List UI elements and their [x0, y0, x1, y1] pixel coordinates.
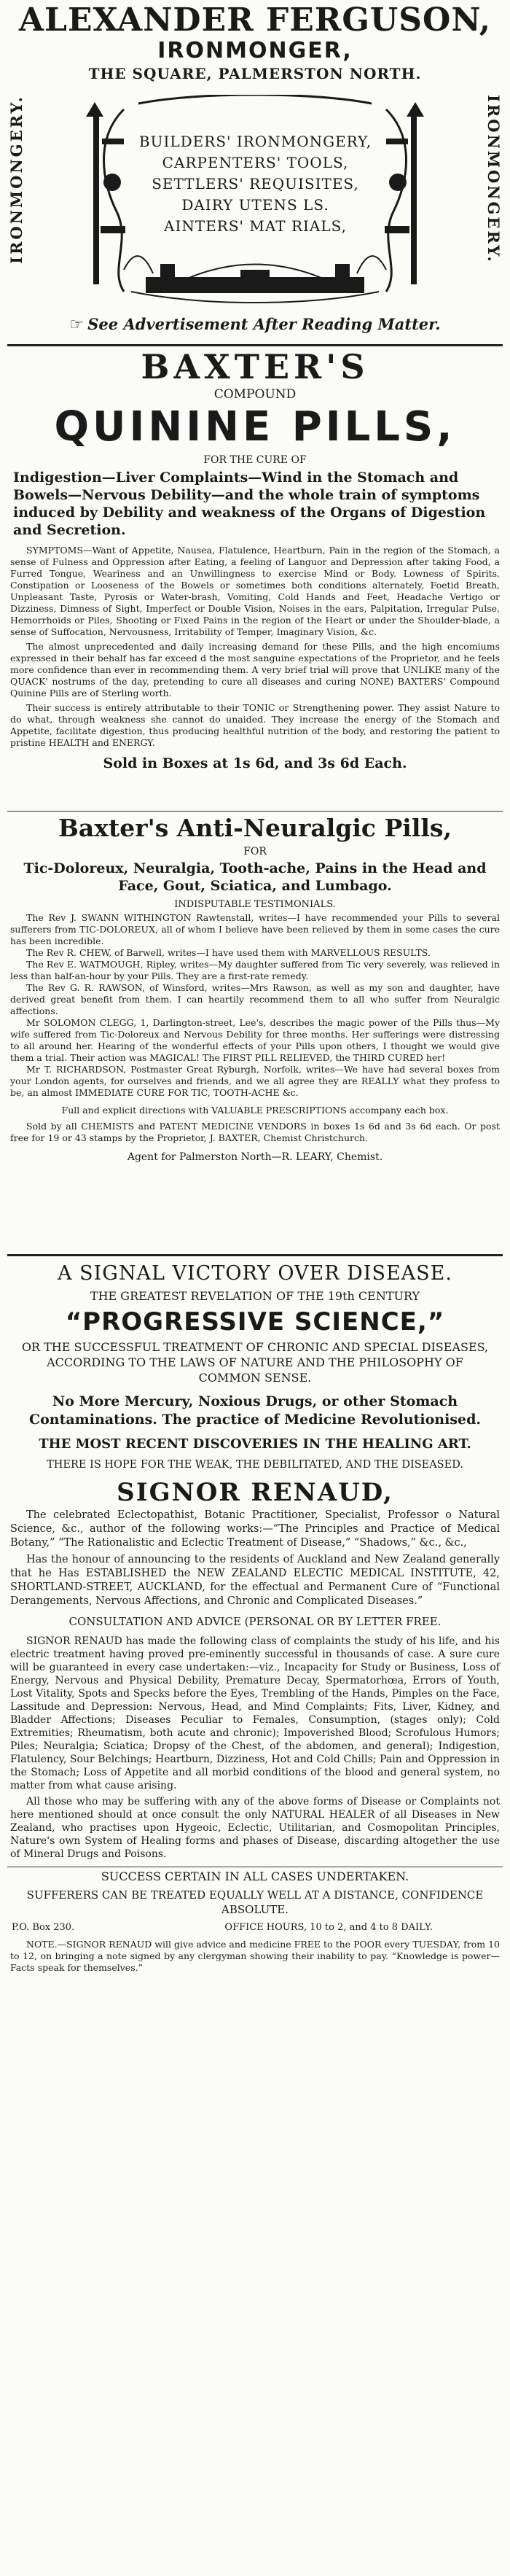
- signor-renaud-title: SIGNOR RENAUD,: [117, 1478, 393, 1507]
- ferguson-ad: [0, 0, 510, 343]
- most-recent-discoveries: THE MOST RECENT DISCOVERIES IN THE HEALING ART.: [39, 1436, 471, 1452]
- greatest-revelation: THE GREATEST REVELATION OF THE 19th CENTURY: [90, 1289, 420, 1303]
- testimonials-heading: INDISPUTABLE TESTIMONIALS.: [174, 899, 336, 910]
- testimonial: The Rev R. CHEW, of Barwell, writes—I have used them with MARVELLOUS RESULTS.: [26, 947, 431, 958]
- side-label-left: IRONMONGERY.: [7, 95, 26, 264]
- po-box: P.O. Box 230.: [12, 1922, 75, 1933]
- successful-treatment: OR THE SUCCESSFUL TREATMENT OF CHRONIC AND SPECIAL DISEASES, ACCORDING TO THE LAWS OF NATURE AND THE PHILOSOPHY OF COMMON SENSE.: [21, 1340, 489, 1385]
- tonic-paragraph: Their success is entirely attributable to their TONIC or Strengthening power. They assist Nature to do what, through weakness she cannot do unaided. They increase the energy of the Stomach and Appetite, facilitate digestion, thus producing healthful nutrition of the body, and restoring the patient to pristine HEALTH and ENERGY.: [10, 702, 500, 748]
- for-cure-label: FOR THE CURE OF: [203, 454, 307, 466]
- sold-in-boxes: Sold in Boxes at 1s 6d, and 3s 6d Each.: [103, 755, 407, 771]
- renaud-credentials: The celebrated Eclectopathist, Botanic Practitioner, Specialist, Professor o Natural Science, &c., author of the following works:—“The Principles and Practice of Medical Botany,” “The Rationalistic and Eclectic Treatment of Disease,” “Shadows,” &c., &c.,: [10, 1509, 500, 1549]
- sufferers-distance: SUFFERERS CAN BE TREATED EQUALLY WELL AT A DISTANCE, CONFIDENCE ABSOLUTE.: [26, 1888, 484, 1916]
- sold-by-note: Sold by all CHEMISTS and PATENT MEDICINE VENDORS in boxes 1s 6d and 3s 6d each. Or post free for 19 or 43 stamps by the Proprietor, J. BAXTER, Chemist Christchurch.: [10, 1121, 500, 1143]
- demand-paragraph: The almost unprecedented and daily increasing demand for these Pills, and the high encomiums expressed in their behalf has far exceed d the most sanguine expectations of the Proprietor, and he feels more confidence than ever in recommending them. A very brief trial will prove that UNLIKE many of the QUACK' nostrums of the day, pretending to cure all diseases and curing NONE) BAXTERS' Compound Quinine Pills are of Sterling worth.: [10, 641, 500, 699]
- conditions: Tic-Doloreux, Neuralgia, Tooth-ache, Pains in the Head and Face, Gout, Sciatica, and Lumbago.: [23, 860, 487, 894]
- testimonial: The Rev G. R. RAWSON, of Winsford, writes—Mrs Rawson, as well as my son and daughter, have derived great benefit from them. I can heartily recommend them to all who suffer from Neuralgic affections.: [10, 982, 500, 1016]
- success-certain: SUCCESS CERTAIN IN ALL CASES UNDERTAKEN.: [101, 1869, 409, 1883]
- ferguson-trade: IRONMONGER,: [157, 38, 353, 63]
- compound-label: COMPOUND: [213, 387, 297, 402]
- goods-line: DAIRY UTENS LS.: [181, 196, 329, 214]
- progressive-science-title: “PROGRESSIVE SCIENCE,”: [65, 1307, 445, 1336]
- testimonial: The Rev E. WATMOUGH, Ripley, writes—My daughter suffered from Tic very severely, was relieved in less than half-an-hour by your Pills. They are a first-rate remedy.: [10, 959, 500, 981]
- office-hours: OFFICE HOURS, 10 to 2, and 4 to 8 DAILY.: [224, 1922, 433, 1933]
- testimonial: Mr T. RICHARDSON, Postmaster Great Ryburgh, Norfolk, writes—We have had several boxes from your London agents, for ourselves and friends, and we all agree they are REALLY what they profess to be, an almost IMMEDIATE CURE FOR TIC, TOOTH-ACHE &c.: [10, 1064, 500, 1098]
- institute-announcement: Has the honour of announcing to the residents of Auckland and New Zealand generally that he Has ESTABLISHED the NEW ZEALAND ELECTIC MEDICAL INSTITUTE, 42, SHORTLAND-STREET, AUCKLAND, for the effectual and Permanent Cure of “Functional Derangements, Nervous Affections, and Chronic and Complicated Diseases.”: [10, 1554, 500, 1607]
- see-advertisement-note: See Advertisement After Reading Matter.: [87, 315, 441, 333]
- baxter-brand: BAXTER'S: [141, 347, 369, 386]
- natural-healer-paragraph: All those who may be suffering with any of the above forms of Disease or Complaints not here mentioned should at once consult the only NATURAL HEALER of all Diseases in New Zealand, who practises upon Hygeoic, Eclectic, Utilitarian, and Cosmopolitan Principles, Nature's own System of Healing forms and phases of Disease, discarding altogether the use of Mineral Drugs and Poisons.: [10, 1796, 500, 1860]
- goods-line: AINTERS' MAT RIALS,: [164, 217, 347, 235]
- quinine-pills-title: QUININE PILLS,: [54, 403, 456, 451]
- complaints-paragraph: SIGNOR RENAUD has made the following class of complaints the study of his life, and his electric treatment having proved pre-eminently successful in thousands of case. A sure cure will be guaranteed in every case undertaken:—viz., Incapacity for Study or Business, Loss of Energy, Nervous and Physical Debility, Premature Decay, Spermatorhœa, Errors of Youth, Lost Vitality, Spots and Specks before the Eyes, Trembling of the Hands, Pimples on the Face, Lassitude and Depression: Nervous, Head, and Mind Complaints; Fits, Liver, Kidney, and Bladder Affections; Diseases Peculiar to Females, Consumption, (stages only); Cold Extremities; Rheumatism, both acute and chronic); Impoverished Blood; Scrofulous Humors; Piles; Neuralgia; Sciatica; Dropsy of the Chest, of the abdomen, and general); Indigestion, Flatulency, Sour Belchings; Heartburn, Dizziness, Hot and Cold Chills; Pain and Oppression in the Stomach; Loss of Appetite and all morbid conditions of the blood and general system, no matter from what cause arising.: [10, 1635, 500, 1791]
- box-and-hours: [12, 1920, 498, 1936]
- renaud-ad: [0, 1254, 510, 1974]
- hope-line: THERE IS HOPE FOR THE WEAK, THE DEBILITATED, AND THE DISEASED.: [47, 1459, 463, 1471]
- indications: Indigestion—Liver Complaints—Wind in the Stomach and Bowels—Nervous Debility—and the whole train of symptoms induced by Debility and weakness of the Organs of Digestion and Secretion.: [13, 470, 486, 538]
- directions-note: Full and explicit directions with VALUABLE PRESCRIPTIONS accompany each box.: [61, 1105, 449, 1116]
- pointing-hand-icon: ☞: [69, 316, 85, 334]
- goods-line: CARPENTERS' TOOLS,: [162, 154, 349, 171]
- testimonial: Mr SOLOMON CLEGG, 1, Darlington-street, Lee's, describes the magic power of the Pills thus—My wife suffered from Tic-Doloreux and Nervous Debility for three months. Her sufferings were distressing to all around her. Hearing of the wonderful effects of your Pills upon others, I thought we would give them a trial. Their action was MAGICAL! The FIRST PILL RELIEVED, the THIRD CURED her!: [10, 1017, 500, 1063]
- ferguson-address: THE SQUARE, PALMERSTON NORTH.: [88, 65, 422, 82]
- side-label-right: IRONMONGERY.: [484, 95, 503, 264]
- baxter-quinine-ad: [0, 344, 510, 774]
- testimonial: The Rev J. SWANN WITHINGTON Rawtenstall, writes—I have recommended your Pills to several sufferers from TIC-DOLOREUX, all of whom I believe have been relieved by them in some cases the cure has been incredible.: [10, 912, 500, 946]
- ferguson-name: ALEXANDER FERGUSON,: [18, 1, 492, 39]
- goods-line: BUILDERS' IRONMONGERY,: [138, 133, 372, 150]
- goods-line: SETTLERS' REQUISITES,: [152, 175, 359, 192]
- for-label: FOR: [243, 846, 267, 857]
- agent-note: Agent for Palmerston North—R. LEARY, Chemist.: [127, 1151, 383, 1163]
- consultation-advice: CONSULTATION AND ADVICE (PERSONAL OR BY LETTER FREE.: [68, 1615, 442, 1628]
- free-advice-note: NOTE.—SIGNOR RENAUD will give advice and medicine FREE to the POOR every TUESDAY, from 10 to 12, on bringing a note signed by any clergyman showing their inability to pay. “Knowledge is power—Facts speak for themselves.”: [10, 1939, 500, 1973]
- baxter-neuralgic-ad: [0, 811, 510, 1166]
- ferguson-goods: [130, 131, 381, 237]
- no-more-mercury: No More Mercury, Noxious Drugs, or other Stomach Contaminations. The practice of Medicine Revolutionised.: [28, 1393, 482, 1428]
- divider: [7, 1254, 503, 1256]
- neuralgic-title: Baxter's Anti-Neuralgic Pills,: [58, 814, 452, 842]
- symptoms-paragraph: SYMPTOMS—Want of Appetite, Nausea, Flatulence, Heartburn, Pain in the region of the Stomach, a sense of Fulness and Oppression after Eating, a feeling of Languor and Depression after taking Food, a Furred Tongue, Weariness and an Unwillingness to exercise Mind or Body. Lowness of Spirits, Constipation or Looseness of the Bowels or sometimes both conditions alternately, Foetid Breath, Unpleasant Taste, Pyrosis or Water-brash, Vomiting, Cold Hands and Feet, Headache Vertigo or Dizziness, Dimness of Sight, Imperfect or Double Vision, Noises in the ears, Palpitation, Irregular Pulse, Hemorrhoids or Piles, Shooting or Fixed Pains in the region of the Heart or under the Shoulder-blade, a sense of Suffocation, Nervousness, Irritability of Temper, Imaginary Vision, &c.: [10, 545, 500, 637]
- signal-victory-headline: A SIGNAL VICTORY OVER DISEASE.: [58, 1262, 452, 1285]
